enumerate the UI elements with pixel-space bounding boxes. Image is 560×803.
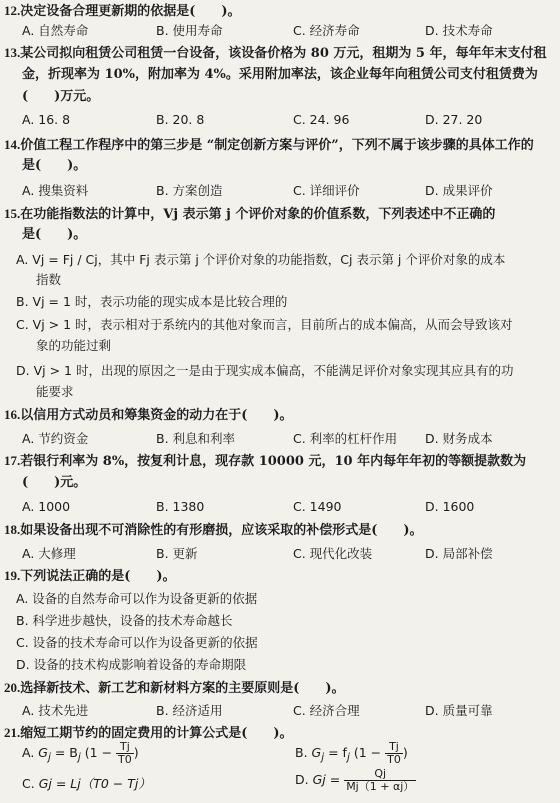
question-15-option-c-cont: 象的功能过剩 (36, 338, 112, 353)
fraction: $\frac{Qj}{Mj(1 + \alpha j)}$ (346, 767, 415, 793)
question-21-option-c[interactable]: C. Gj = Lj（T0 − Tj） (22, 776, 151, 791)
option-d[interactable]: D. 质量可靠 (425, 703, 493, 718)
option-a[interactable]: A. 搜集资料 (22, 183, 89, 198)
question-12: 12.决定设备合理更新期的依据是( )。 (4, 3, 241, 19)
question-18: 18.如果设备出现不可消除性的有形磨损，应该采取的补偿形式是( )。 (4, 522, 423, 538)
question-14: 14.价值工程工作程序中的第三步是 “制定创新方案与评价”，下列不属于该步骤的具体工作的 (4, 137, 534, 153)
question-21-option-a[interactable]: A. $G_j = B_j$ (1 − $\frac{Tj}{T0}$ ) (22, 740, 139, 766)
option-a[interactable]: A. 节约资金 (22, 431, 89, 446)
option-b[interactable]: B. 经济适用 (156, 703, 223, 718)
question-15-line-2: 是( )。 (22, 227, 87, 242)
question-19-option-c[interactable]: C. 设备的技术寿命可以作为设备更新的依据 (16, 635, 258, 650)
question-15-option-d[interactable]: D. Vj > 1 时，出现的原因之一是由于现实成本偏高，不能满足评价对象实现其应具有的功 (16, 363, 514, 378)
option-c[interactable]: C. 利率的杠杆作用 (293, 431, 398, 446)
option-b[interactable]: B. 更新 (156, 546, 198, 561)
question-21: 21.缩短工期节约的固定费用的计算公式是( )。 (4, 725, 293, 741)
option-d[interactable]: D. 1600 (425, 499, 475, 514)
option-b[interactable]: B. 1380 (156, 499, 205, 514)
question-15-option-b[interactable]: B. Vj = 1 时，表示功能的现实成本是比较合理的 (16, 294, 288, 309)
question-13-line-2: 金，折现率为 10%，附加率为 4%。采用附加率法，该企业每年向租赁公司支付租赁费为 (22, 67, 538, 82)
option-c[interactable]: C. 现代化改装 (293, 546, 373, 561)
question-13-line-3: ( )万元。 (22, 89, 100, 104)
option-a[interactable]: A. 技术先进 (22, 703, 89, 718)
question-19-option-a[interactable]: A. 设备的自然寿命可以作为设备更新的依据 (16, 591, 258, 606)
option-b[interactable]: B. 方案创造 (156, 183, 223, 198)
option-a[interactable]: A. 1000 (22, 499, 71, 514)
question-15-option-a[interactable]: A. Vj = Fj / Cj，其中 Fj 表示第 j 个评价对象的功能指数，Cj 表示第 j 个评价对象的成本 (16, 252, 506, 267)
question-15-option-a-cont: 指数 (36, 272, 62, 287)
question-21-option-b[interactable]: B. $G_j = f_j$ (1 − $\frac{Tj}{T0}$ ) (295, 740, 408, 766)
question-15-option-d-cont: 能要求 (36, 384, 74, 399)
option-a[interactable]: A. 自然寿命 (22, 23, 89, 38)
question-19-option-b[interactable]: B. 科学进步越快，设备的技术寿命越长 (16, 613, 233, 628)
option-d[interactable]: D. 成果评价 (425, 183, 493, 198)
question-16: 16.以信用方式动员和筹集资金的动力在于( )。 (4, 407, 293, 423)
question-14-line-2: 是( )。 (22, 158, 87, 173)
question-19: 19.下列说法正确的是( )。 (4, 568, 176, 584)
option-c[interactable]: C. 1490 (293, 499, 342, 514)
option-c[interactable]: C. 详细评价 (293, 183, 360, 198)
fraction: $\frac{Tj}{T0}$ (387, 740, 401, 766)
option-d[interactable]: D. 财务成本 (425, 431, 493, 446)
question-19-option-d[interactable]: D. 设备的技术构成影响着设备的寿命期限 (16, 657, 247, 672)
option-a[interactable]: A. 大修理 (22, 546, 76, 561)
question-15-option-c[interactable]: C. Vj > 1 时，表示相对于系统内的其他对象而言，目前所占的成本偏高，从而会导致该对 (16, 317, 513, 332)
question-17: 17.若银行利率为 8%，按复利计息，现存款 10000 元，10 年内每年年初的等额提款数为 (4, 453, 527, 469)
option-c[interactable]: C. 经济合理 (293, 703, 360, 718)
option-d[interactable]: D. 局部补偿 (425, 546, 493, 561)
question-17-line-2: ( )元。 (22, 475, 87, 490)
option-a[interactable]: A. 16. 8 (22, 112, 71, 127)
question-20: 20.选择新技术、新工艺和新材料方案的主要原则是( )。 (4, 680, 345, 696)
question-13: 13.某公司拟向租赁公司租赁一台设备，该设备价格为 80 万元，租期为 5 年，每年年末支付租 (4, 45, 547, 61)
option-b[interactable]: B. 利息和利率 (156, 431, 236, 446)
option-b[interactable]: B. 使用寿命 (156, 23, 223, 38)
question-15: 15.在功能指数法的计算中，Vj 表示第 j 个评价对象的价值系数，下列表述中不正确的 (4, 206, 496, 222)
question-21-option-d[interactable]: D. Gj = $\frac{Qj}{Mj(1 + \alpha j)}$ (295, 767, 415, 793)
option-b[interactable]: B. 20. 8 (156, 112, 205, 127)
option-c[interactable]: C. 经济寿命 (293, 23, 360, 38)
option-c[interactable]: C. 24. 96 (293, 112, 350, 127)
option-d[interactable]: D. 27. 20 (425, 112, 483, 127)
option-d[interactable]: D. 技术寿命 (425, 23, 493, 38)
fraction: $\frac{Tj}{T0}$ (118, 740, 132, 766)
